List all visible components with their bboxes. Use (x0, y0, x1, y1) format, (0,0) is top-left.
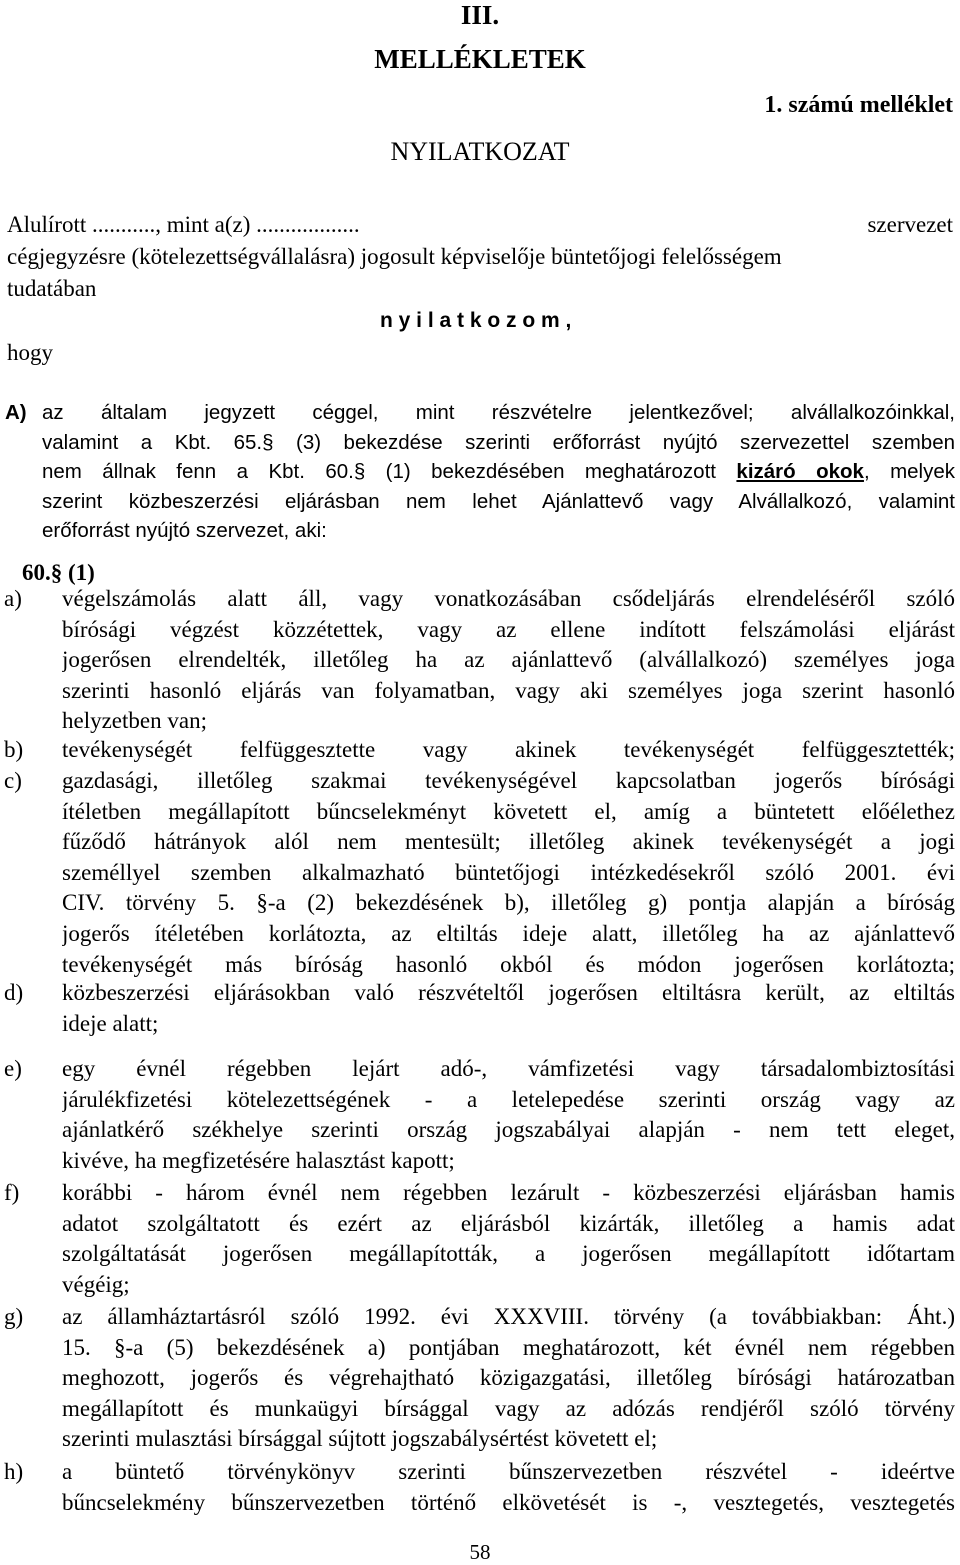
section-a-line: az általam jegyzett céggel, mint részvételre jelentkezővel; alvállalkozóinkkal, (42, 401, 955, 424)
intro-hogy: hogy (7, 340, 53, 365)
item-marker: f) (4, 1180, 20, 1205)
section-a-text (42, 398, 955, 546)
section-a-line: valamint a Kbt. 65.§ (3) bekezdése szerinti erőforrást nyújtó szervezettel szemben (42, 430, 955, 454)
item-line: járulékfizetési kötelezettségének - a letelepedése szerinti ország vagy az (62, 1086, 955, 1112)
item-line: korábbi - három évnél nem régebben lezárult - közbeszerzési eljárásban hamis (62, 1180, 955, 1205)
section-a-line (42, 457, 955, 487)
item-line: CIV. törvény 5. §-a (2) bekezdésének b), illetőleg g) pontja alapján a bíróság (62, 890, 955, 916)
item-line: meghozott, jogerős és végrehajtható közigazgatási, illetőleg bírósági határozatban (62, 1365, 955, 1391)
item-line: adatot szolgáltatott és ezért az eljárásból kizárták, illetőleg a hamis adat (62, 1210, 955, 1236)
section-a-line: erőforrást nyújtó szervezet, aki: (42, 519, 327, 543)
chapter-title: MELLÉKLETEK (374, 44, 586, 74)
item-line: helyzetben van; (62, 708, 207, 734)
item-line: végéig; (62, 1271, 130, 1297)
item-line: bűncselekmény bűnszervezetben történő elkövetését is -, vesztegetés, vesztegetés (62, 1489, 955, 1515)
item-line: kivéve, ha megfizetésére halasztást kapott; (62, 1147, 455, 1173)
exclusion-grounds: kizáró okok (736, 460, 864, 484)
item-line: tevékenységét felfüggesztette vagy akinek tevékenységét felfüggesztették; (62, 737, 955, 762)
declare-word: n y i l a t k o z o m , (380, 309, 572, 332)
item-line: fűződő hátrányok alól nem mentesült; illetőleg akinek tevékenységét a jogi (62, 829, 955, 855)
item-marker: e) (4, 1056, 22, 1081)
item-line: végelszámolás alatt áll, vagy vonatkozásában csődeljárás elrendeléséről szóló (62, 586, 955, 611)
item-marker: d) (4, 980, 24, 1005)
section-a-label: A) (5, 401, 27, 424)
item-line: személlyel szemben alkalmazható büntetőjogi intézkedésekről szóló 2001. évi (62, 859, 955, 885)
item-line: ideje alatt; (62, 1010, 159, 1036)
section-a-line: szerint közbeszerzési eljárásban nem lehet Ajánlattevő vagy Alvállalkozó, valamint (42, 489, 955, 513)
item-line: megállapított és munkaügyi bírsággal vagy az adózás rendjéről szóló törvény (62, 1395, 955, 1421)
item-line: egy évnél régebben lejárt adó-, vámfizetési vagy társadalombiztosítási (62, 1056, 955, 1081)
item-line: gazdasági, illetőleg szakmai tevékenységével kapcsolatban jogerős bírósági (62, 768, 955, 793)
item-line: bírósági végzést közzétettek, vagy az ellene indított felszámolási eljárást (62, 616, 955, 642)
item-line: a büntető törvénykönyv szerinti bűnszervezetben részvétel - ideértve (62, 1459, 955, 1484)
annex-label: 1. számú melléklet (764, 92, 953, 118)
intro-line-2: cégjegyzésre (kötelezettségvállalásra) jogosult képviselője büntetőjogi felelősségem (7, 244, 782, 269)
item-line: ítéletben megállapított bűncselekményt követett el, amíg a büntetett előélethez (62, 798, 955, 824)
section-a-text-part: nem állnak fenn a Kbt. 60.§ (1) bekezdésében meghatározott (42, 460, 716, 484)
page-number: 58 (469, 1540, 491, 1564)
declaration-title: NYILATKOZAT (390, 137, 570, 166)
item-line: szolgáltatását jogerősen megállapították, a jogerősen megállapított időtartam (62, 1241, 955, 1267)
item-line: jogerős ítéletében korlátozta, az eltiltás ideje alatt, illetőleg ha az ajánlattevő (62, 921, 955, 946)
item-line: szerinti mulasztási bírsággal sújtott jogszabálysértést követett el; (62, 1426, 658, 1452)
item-line: szerinti hasonló eljárás van folyamatban, vagy aki személyes joga szerint hasonló (62, 677, 955, 703)
item-line: az államháztartásról szóló 1992. évi XXXVIII. törvény (a továbbiakban: Áht.) (62, 1304, 955, 1329)
item-marker: c) (4, 768, 22, 793)
chapter-number: III. (460, 0, 500, 30)
item-line: tevékenységét más bíróság hasonló okból és módon jogerősen korlátozta; (62, 951, 955, 977)
intro-line-3: tudatában (7, 276, 97, 301)
item-line: 15. §-a (5) bekezdésének a) pontjában meghatározott, két évnél nem régebben (62, 1334, 955, 1360)
item-marker: b) (4, 737, 24, 762)
item-line: közbeszerzési eljárásokban való részvételtől jogerősen eltiltásra került, az eltiltás (62, 980, 955, 1005)
intro-line-1-right: szervezet (867, 212, 953, 237)
item-marker: h) (4, 1459, 24, 1484)
section-a-text-part: , melyek (863, 460, 956, 484)
item-line: jogerősen elrendelték, illetőleg ha az ajánlattevő (alvállalkozó) személyes joga (62, 647, 955, 673)
intro-line-1-left: Alulírott ..........., mint a(z) .................. (7, 212, 360, 237)
item-marker: a) (4, 586, 22, 611)
item-line: ajánlatkérő székhelye szerinti ország jogszabályai alapján - nem tett eleget, (62, 1117, 955, 1143)
item-marker: g) (4, 1304, 24, 1329)
section-60-label: 60.§ (1) (22, 560, 95, 585)
